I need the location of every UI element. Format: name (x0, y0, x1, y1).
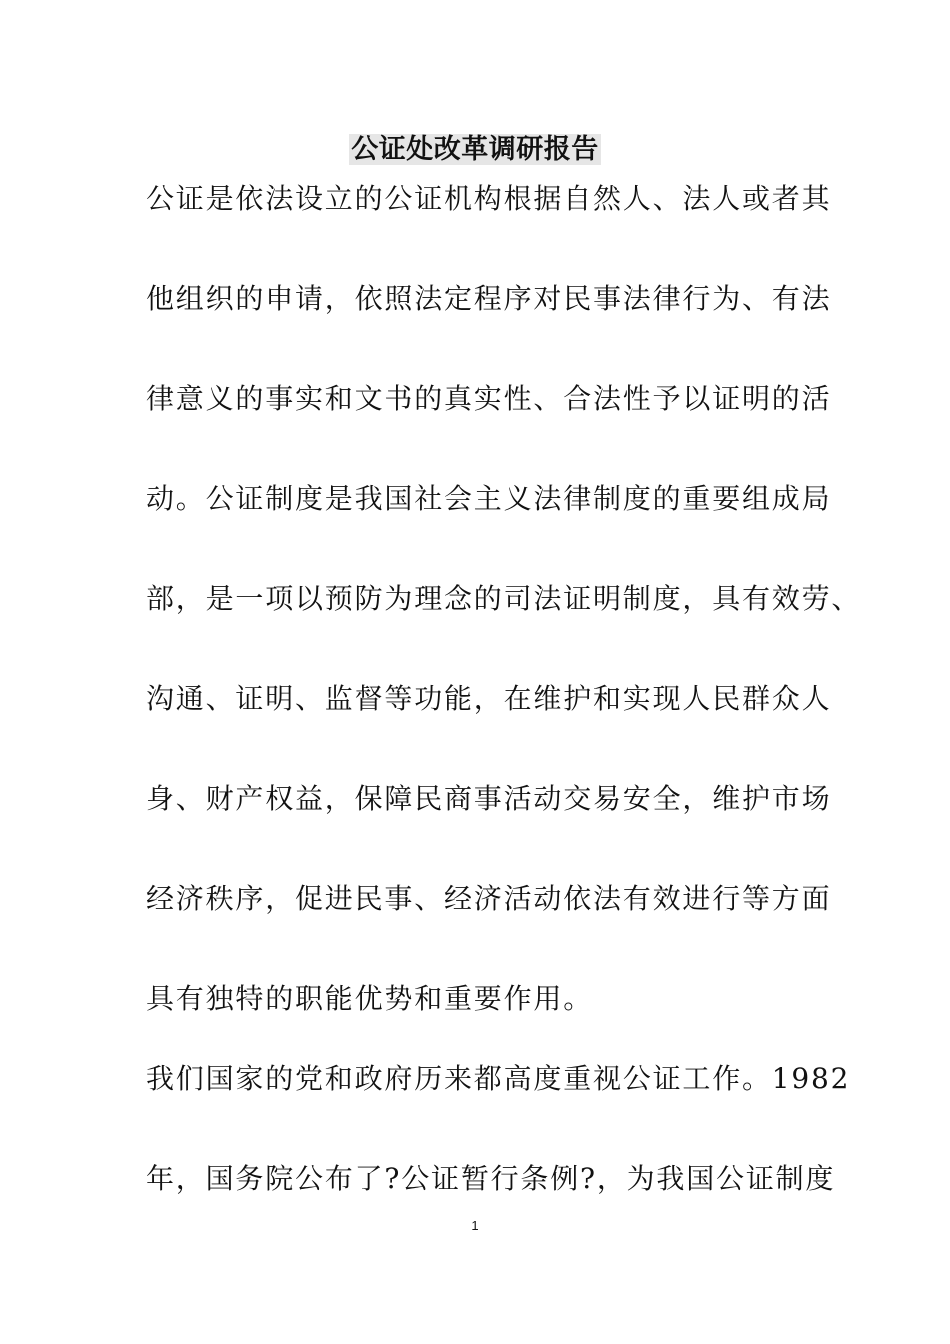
text-line-7: 身、财产权益，保障民商事活动交易安全，维护市场 (146, 782, 832, 815)
text-line-1: 公证是依法设立的公证机构根据自然人、法人或者其 (146, 182, 832, 215)
document-title-text: 公证处改革调研报告 (351, 134, 599, 165)
page-number: 1 (471, 1218, 479, 1233)
text-line-6: 沟通、证明、监督等功能，在维护和实现人民群众人 (146, 682, 832, 715)
text-line-11: 年，国务院公布了?公证暂行条例?，为我国公证制度 (146, 1162, 836, 1195)
text-line-10: 我们国家的党和政府历来都高度重视公证工作。1982 (146, 1062, 851, 1095)
text-line-5: 部，是一项以预防为理念的司法证明制度，具有效劳、 (146, 582, 862, 615)
document-title (0, 130, 950, 170)
text-line-4: 动。公证制度是我国社会主义法律制度的重要组成局 (146, 482, 832, 515)
text-line-9: 具有独特的职能优势和重要作用。 (146, 982, 594, 1015)
text-line-3: 律意义的事实和文书的真实性、合法性予以证明的活 (146, 382, 832, 415)
text-line-8: 经济秩序，促进民事、经济活动依法有效进行等方面 (146, 882, 832, 915)
text-line-2: 他组织的申请，依照法定程序对民事法律行为、有法 (146, 282, 832, 315)
